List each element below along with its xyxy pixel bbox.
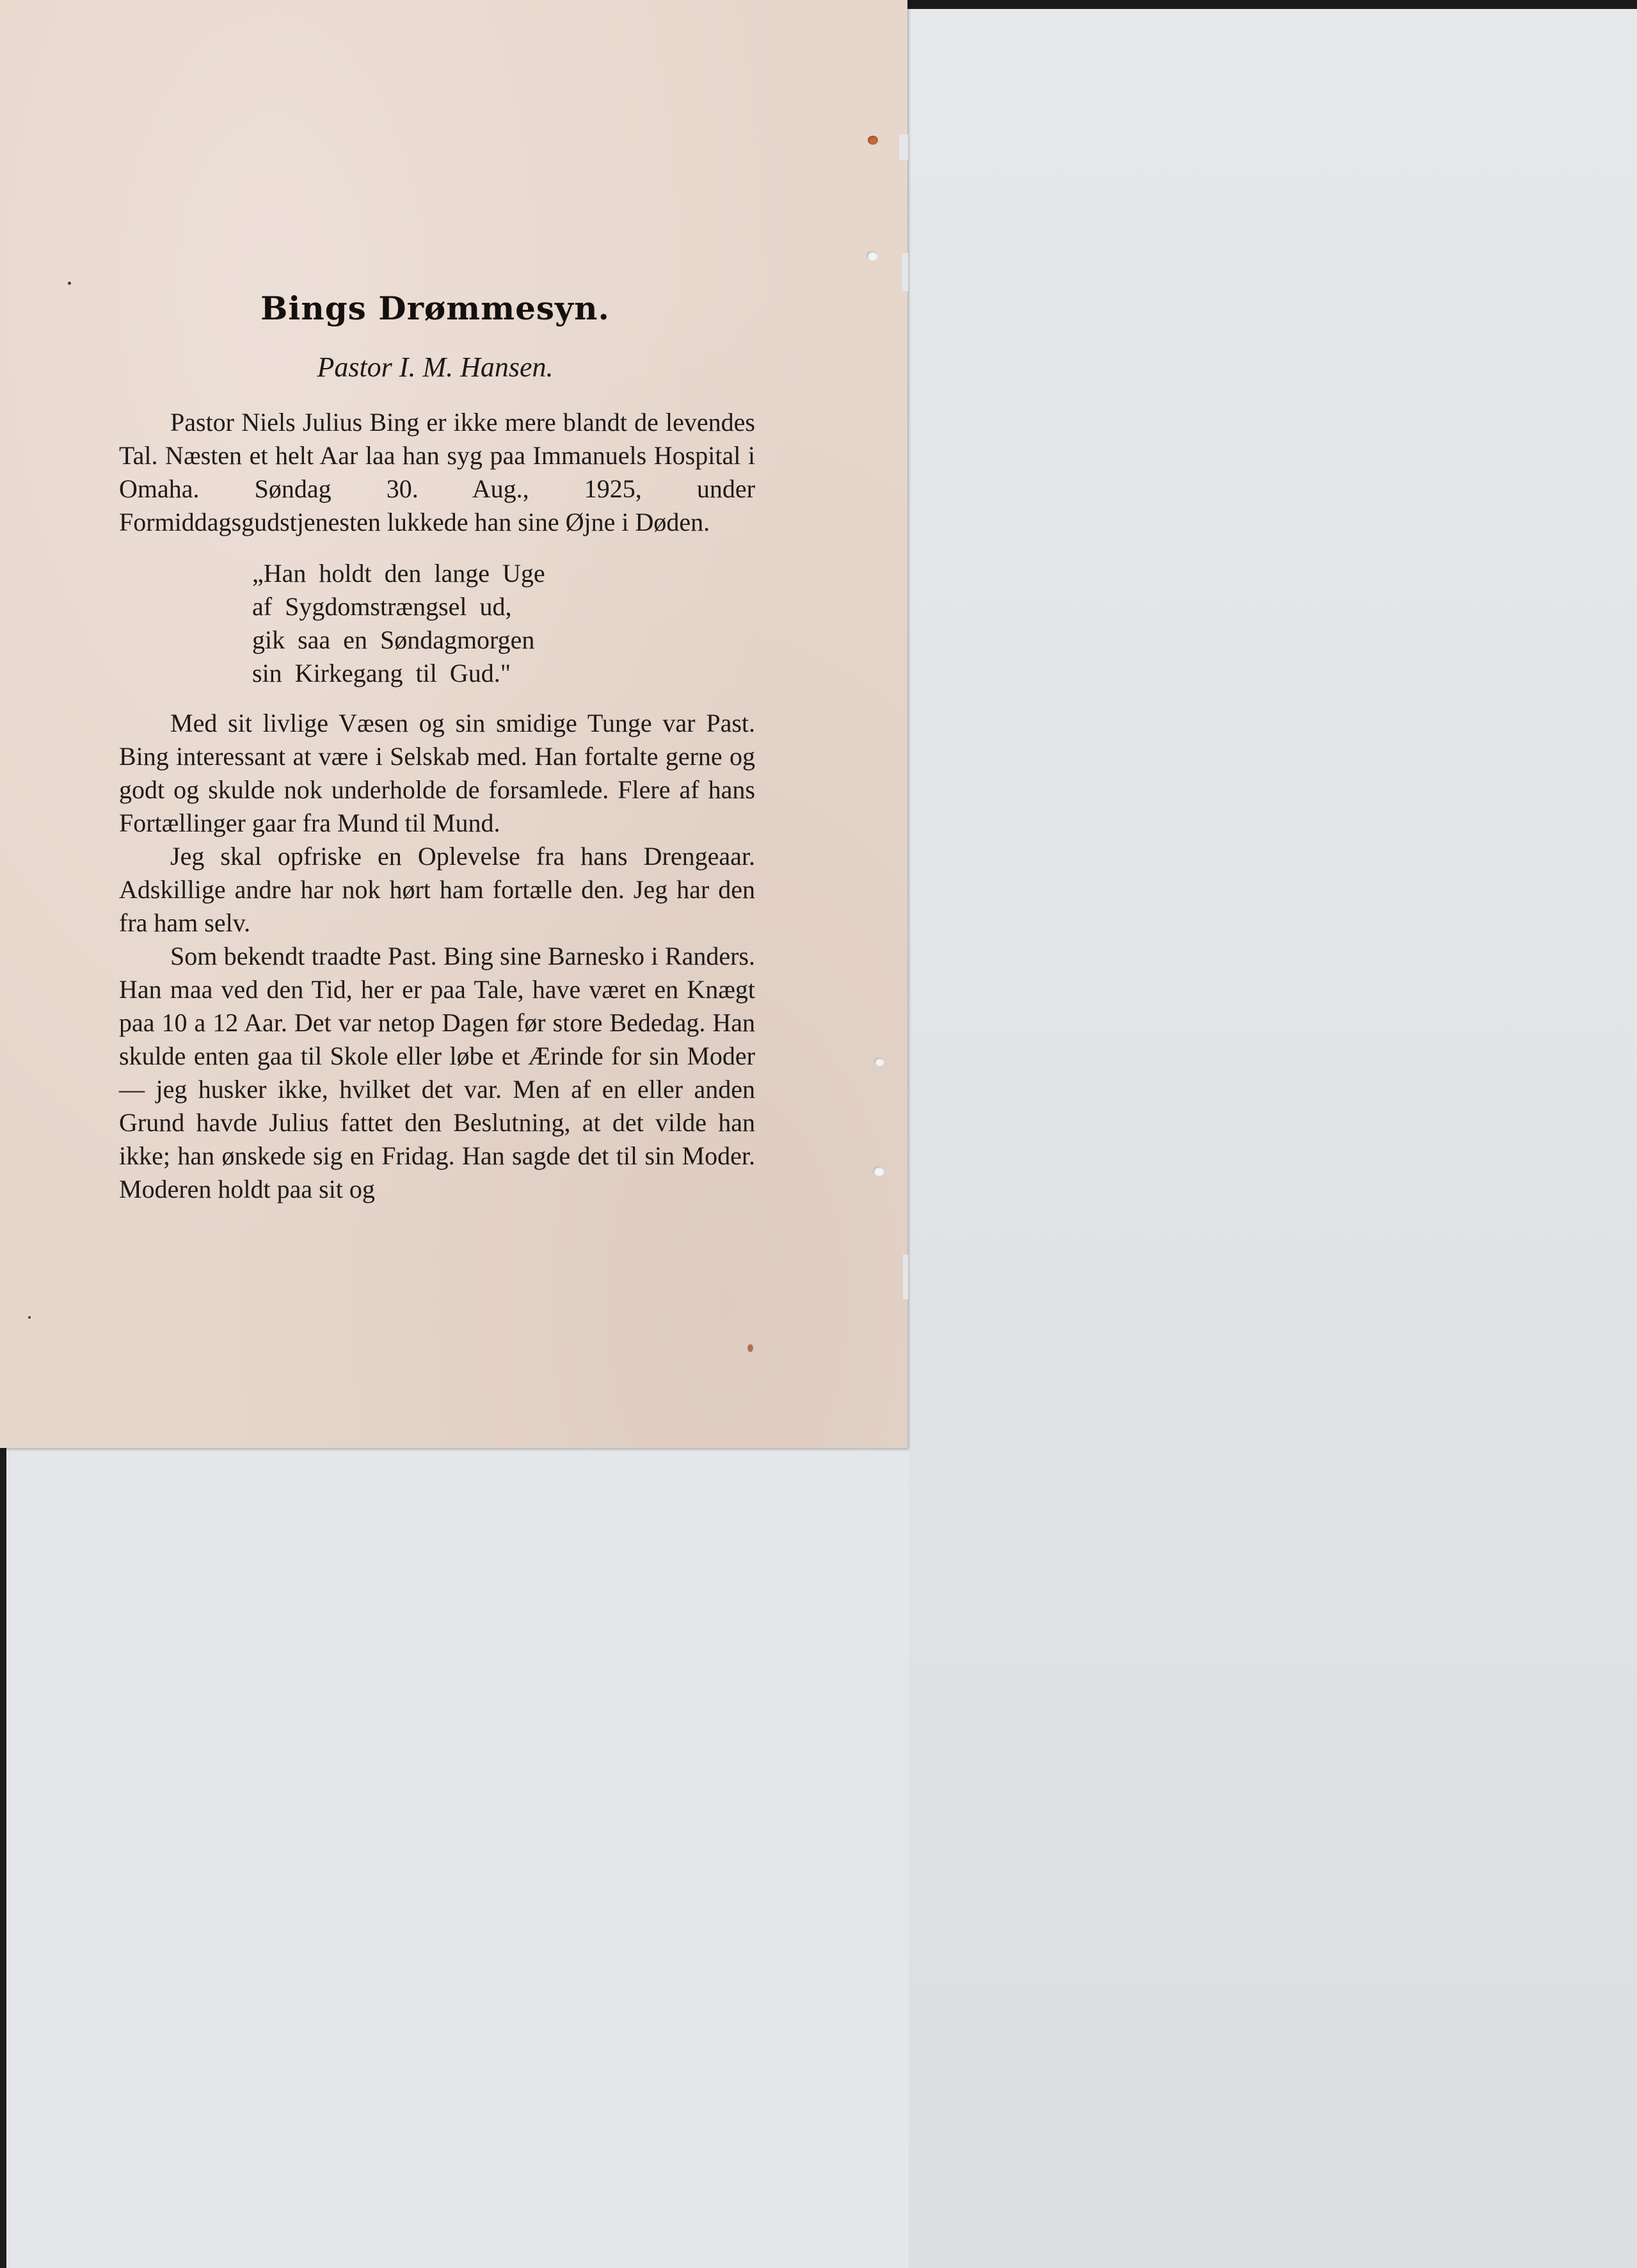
- book-page: [0, 0, 907, 1448]
- paper-speck: [68, 282, 71, 285]
- poem-line: gik saa en Søndagmorgen: [252, 625, 535, 654]
- author-line: Pastor I. M. Hansen.: [317, 351, 554, 383]
- poem-line: „Han holdt den lange Uge: [252, 559, 545, 588]
- torn-edge: [903, 1255, 908, 1299]
- body-text: [119, 406, 755, 1206]
- scanner-background: [909, 9, 1637, 2268]
- binding-hole: [873, 1166, 884, 1177]
- paragraph: Med sit livlige Væsen og sin smidige Tunge var Past. Bing interessant at være i Selskab med. Han fortalte gerne og godt og skulde nok underholde de forsamlede. Flere af hans Fortællinger gaar fra Mund til Mund.: [119, 709, 755, 837]
- page-title: Bings Drømmesyn.: [260, 289, 610, 327]
- paragraph: Som bekendt traadte Past. Bing sine Barnesko i Randers. Han maa ved den Tid, her er paa Tale, have været en Knægt paa 10 a 12 Aar. Det var netop Dagen før store Bededag. Han skulde enten gaa til Skole eller løbe et Ærinde for sin Moder — jeg husker ikke, hvilket det var. Men af en eller anden Grund havde Julius fattet den Beslutning, at det vilde han ikke; han ønskede sig en Fridag. Han sagde det til sin Moder. Moderen holdt paa sit og: [119, 942, 755, 1203]
- poem: [252, 557, 755, 690]
- poem-line: af Sygdomstrængsel ud,: [252, 592, 512, 621]
- torn-edge: [899, 134, 908, 160]
- binding-hole: [874, 1058, 884, 1066]
- paper-speck: [28, 1316, 31, 1319]
- paper-speck: [747, 1344, 753, 1352]
- scanner-left-edge: [0, 1447, 6, 2268]
- torn-edge: [902, 253, 908, 291]
- binding-hole: [866, 251, 878, 261]
- paragraph: Jeg skal opfriske en Oplevelse fra hans Drengeaar. Adskillige andre har nok hørt ham fortælle den. Jeg har den fra ham selv.: [119, 842, 755, 937]
- paragraph: Pastor Niels Julius Bing er ikke mere blandt de levendes Tal. Næsten et helt Aar laa han syg paa Immanuels Hospital i Omaha. Søndag 30. Aug., 1925, under Formiddagsgudstjenesten lukkede han sine Øjne i Døden.: [119, 408, 755, 536]
- binding-hole: [868, 136, 878, 145]
- poem-line: sin Kirkegang til Gud.": [252, 659, 511, 688]
